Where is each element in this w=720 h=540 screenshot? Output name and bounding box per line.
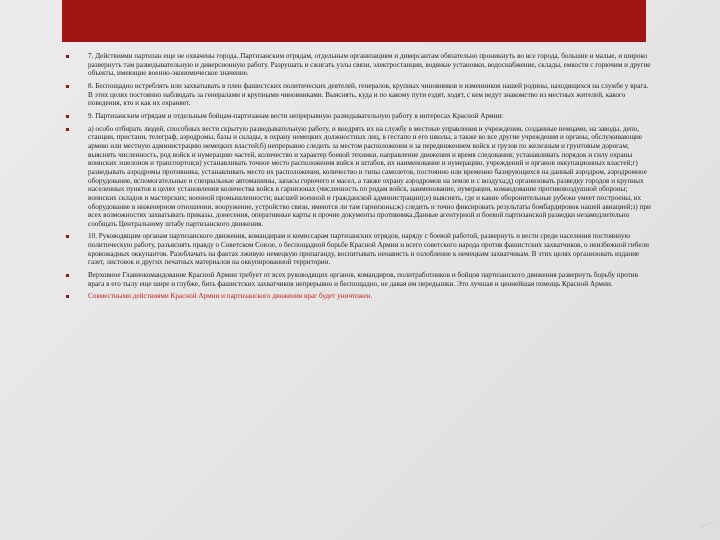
list-item bbox=[66, 125, 652, 229]
list-item bbox=[66, 232, 652, 267]
list-item bbox=[66, 271, 652, 288]
bullet-icon bbox=[66, 128, 69, 131]
list-item-text: Верховное Главнокомандование Красной Армии требует от всех руководящих органов, командиров, политработников и бойцов партизанского движения развернуть борьбу против врага в его тылу еще шире и глубже, бить фашистских захватчиков непрерывно и беспощадно, не давая им передышки. Это лучшая и ценнейшая помощь Красной Армии. bbox=[88, 271, 639, 288]
closing-statement: Совместными действиями Красной Армии и партизанского движения враг будет уничтожен. bbox=[88, 292, 373, 301]
list-item-text: 10. Руководящим органам партизанского движения, командирам и комиссарам партизанских отрядов, наряду с боевой работой, развернуть и вести среди населения постоянную политическую работу, разъяснять правду о Советском Союзе, о беспощадной борьбе Красной Армии и всего советского народа против фашистских захватчиков, о неизбежной гибели кровожадных оккупантов. Разоблачать на фактах лживую немецкую пропаганду, воспитывать ненависть и озлобление к немецким захватчикам. В этих целях организовать издание газет, листовок и других печатных материалов на оккупированной территории. bbox=[88, 232, 649, 267]
bullet-icon bbox=[66, 115, 69, 118]
list-item-text: 9. Партизанским отрядам и отдельным бойцам-партизанам вести непрерывную разведывательную работу в интересах Красной Армии: bbox=[88, 111, 504, 120]
list-item-text: 7. Действиями партизан еще не охвачены города. Партизанским отрядам, отдельным организациям и диверсантам обязательно проникнуть во все города, большие и малые, и широко развернуть там разведывательную и диверсионную работу. Разрушать и сжигать узлы связи, электростанции, водяные установки, водоснабжение, склады, емкости с горючим и другие объекты, имеющие военно-экономическое значение. bbox=[88, 52, 651, 78]
bullet-icon bbox=[66, 295, 69, 298]
page-curl-decoration bbox=[701, 522, 718, 536]
list-item bbox=[66, 52, 652, 78]
list-item-text: 8. Беспощадно истреблять или захватывать в плен фашистских политических деятелей, генералов, крупных чиновников и изменников нашей родины, находящихся на службе у врага. В этих целях постоянно наблюдать за генералами и крупными чиновниками. Выяснять, куда и по какому пути ездят, ходят, с кем ведут знакомство из местных жителей, какого поведения, кто и как их охраняет. bbox=[88, 81, 649, 108]
bullet-icon bbox=[66, 85, 69, 88]
bullet-icon bbox=[66, 274, 69, 277]
list-item bbox=[66, 112, 652, 121]
bullet-icon bbox=[66, 235, 69, 238]
title-band bbox=[62, 0, 646, 42]
bullet-list bbox=[66, 52, 652, 305]
bullet-icon bbox=[66, 55, 69, 58]
list-item bbox=[66, 82, 652, 108]
list-item-closing bbox=[66, 292, 652, 301]
list-item-text: а) особо отбирать людей, способных вести скрытую разведывательную работу, и внедрять их на службу в местные управления и учреждения, созданные немцами, на заводы, депо, станции, пристани, телеграф, аэродромы, базы и склады, в охрану немецких должностных лиц, в гестапо и его школы, а также во все другие учреждения и органы, обслуживающие армию или местную администрацию немецких властей;б) непрерывно следить за местом расположения и за передвижением войск и грузов по железным и грунтовым дорогам; выяснять численность, род войск и нумерацию частей, количество и характер боевой техники, направление движения и время следования; устанавливать порядок и силу охраны воинских эшелонов и транспортов;в) устанавливать точное место расположения войск и штабов, их наименование и нумерацию, учреждений и органов оккупационных властей;г) разведывать аэродромы противника, устанавливать место их расположения, количество и типы самолетов, постоянно или временно базирующихся на данный аэродром, аэродромное оборудование, вспомогательные и специальные автомашины, запасы горючего и масел, а также охрану аэродромов на земле и с воздуха;д) организовать разведку городов и крупных населенных пунктов в целях установления количества войск в гарнизонах (численность по родам войск, наименование, нумерация, командование противовоздушной обороны; воинских складов и мастерских; военной промышленности; высшей военной и гражданской администрации);е) выяснять, где и какие оборонительные рубежи умеет построены, их оборудование в инженерном отношении, вооружение, устройство связи, имеются ли там гарнизоны;ж) следить и точно фиксировать результаты бомбардировок нашей авиацией;з) при всех возможностях захватывать приказы, донесения, оперативные карты и прочие документы противника.Данные агентурной и боевой партизанской разведки незамедлительно сообщать Центральному штабу партизанского движения. bbox=[88, 124, 651, 228]
